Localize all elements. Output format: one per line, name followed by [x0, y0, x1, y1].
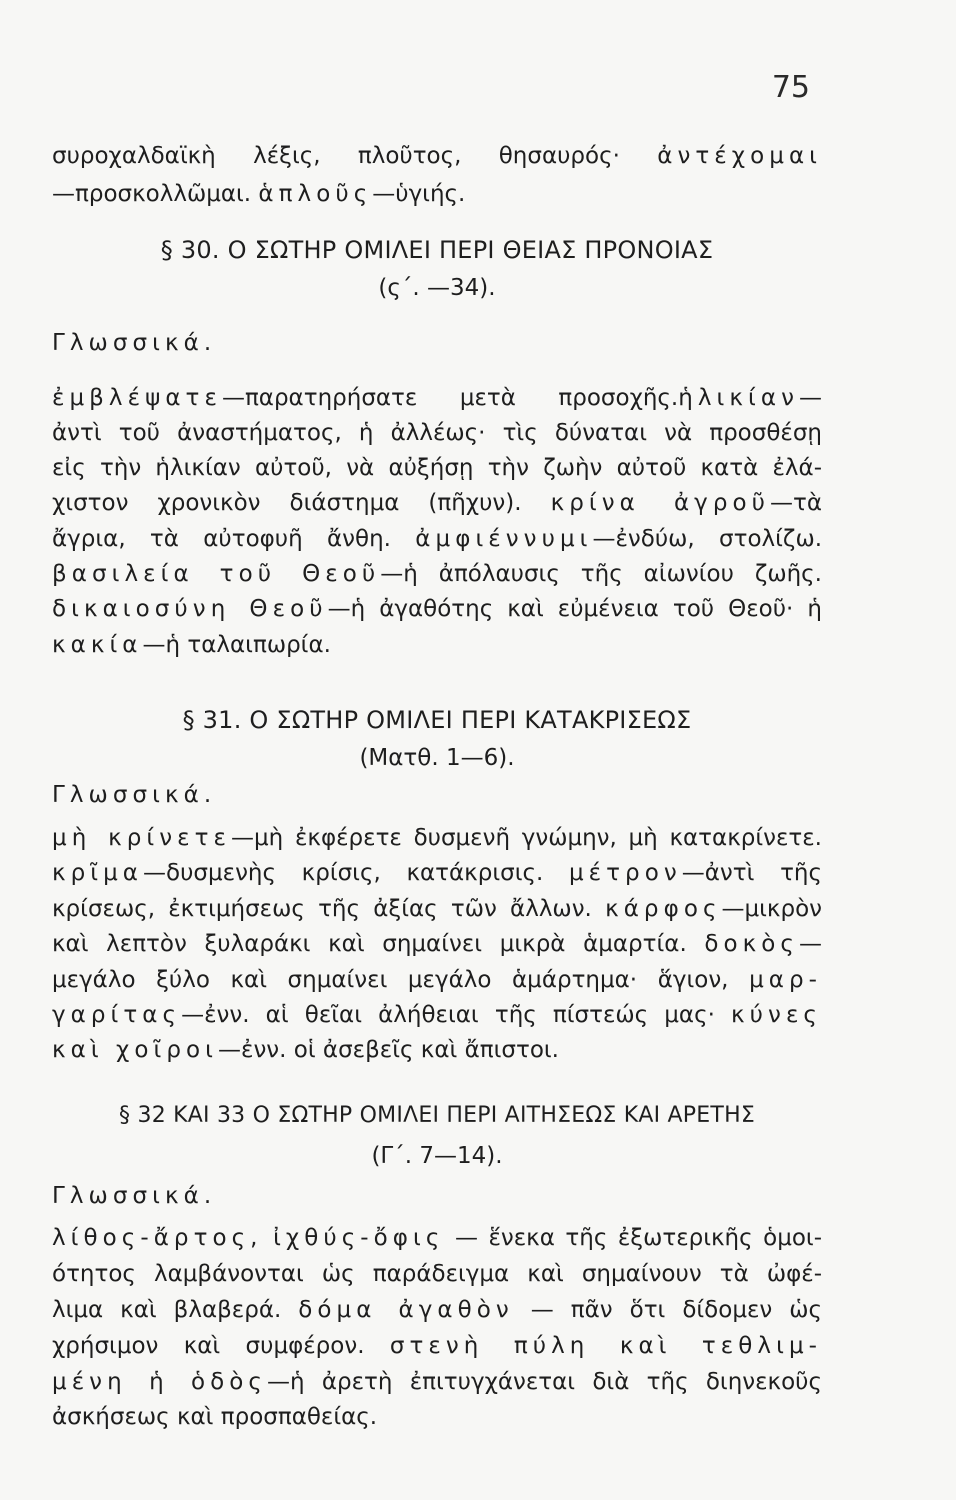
section-reference: (Γ΄. 7—14). — [371, 1143, 503, 1169]
text-line: συροχαλδαϊκὴ λέξις, πλοῦτος, θησαυρός· ἀντέχομαι — [52, 143, 823, 169]
text-line: γαρίτας—ἐνν. αἱ θεῖαι ἀλήθειαι τῆς πίστεώς μας· κύνες — [52, 1002, 822, 1028]
text-line: κρῖμα—δυσμενὴς κρίσις, κατάκρισις. μέτρον—ἀντὶ τῆς — [52, 860, 823, 886]
text-line: λίθος-ἄρτος, ἰχθύς-ὄφις — ἕνεκα τῆς ἐξωτερικῆς ὁμοι- — [52, 1225, 823, 1251]
text-line: κακία—ἡ ταλαιπωρία. — [52, 632, 331, 658]
text-line: καὶ χοῖροι—ἐνν. οἱ ἀσεβεῖς καὶ ἄπιστοι. — [52, 1037, 559, 1063]
text-line: κρίσεως, ἐκτιμήσεως τῆς ἀξίας τῶν ἄλλων. κάρφος—μικρὸν — [52, 896, 823, 922]
text-line: εἰς τὴν ἡλικίαν αὐτοῦ, νὰ αὐξήσῃ τὴν ζωὴν αὐτοῦ κατὰ ἐλά- — [52, 455, 822, 481]
text-line: μένη ἡ ὁδὸς—ἡ ἀρετὴ ἐπιτυγχάνεται διὰ τῆς διηνεκοῦς — [52, 1369, 822, 1395]
text-line: δικαιοσύνη Θεοῦ—ἡ ἀγαθότης καὶ εὐμένεια τοῦ Θεοῦ· ἡ — [52, 596, 822, 622]
section-heading: § 30. Ο ΣΩΤΗΡ ΟΜΙΛΕΙ ΠΕΡΙ ΘΕΙΑΣ ΠΡΟΝΟΙΑΣ — [160, 236, 714, 264]
glossary-label: Γλωσσικά. — [52, 782, 217, 808]
text-line: ἄγρια, τὰ αὐτοφυῆ ἄνθη. ἀμφιέννυμι—ἐνδύω, στολίζω. — [52, 526, 823, 552]
page-number: 75 — [771, 70, 810, 105]
text-line: —προσκολλῶμαι. ἁπλοῦς—ὑγιής. — [52, 181, 466, 207]
glossary-label: Γλωσσικά. — [52, 1183, 217, 1209]
text-line: μὴ κρίνετε—μὴ ἐκφέρετε δυσμενῆ γνώμην, μὴ κατακρίνετε. — [52, 825, 822, 851]
text-line: ἐμβλέψατε—παρατηρήσατε μετὰ προσοχῆς.ἡλικίαν— — [52, 385, 822, 411]
section-reference: (ς΄. —34). — [378, 275, 496, 301]
text-line: καὶ λεπτὸν ξυλαράκι καὶ σημαίνει μικρὰ ἁμαρτία. δοκὸς— — [52, 931, 822, 957]
section-reference: (Ματθ. 1—6). — [359, 745, 515, 771]
glossary-label: Γλωσσικά. — [52, 330, 217, 356]
text-line: ἀσκήσεως καὶ προσπαθείας. — [52, 1404, 378, 1430]
spaced-term: ἁπλοῦς — [258, 181, 373, 207]
text-line: ἀντὶ τοῦ ἀναστήματος, ἡ ἀλλέως· τὶς δύναται νὰ προσθέσῃ — [52, 420, 822, 446]
text-line: χιστον χρονικὸν διάστημα (πῆχυν). κρίνα ἀγροῦ—τὰ — [52, 490, 823, 516]
text-line: χρήσιμον καὶ συμφέρον. στενὴ πύλη καὶ τεθλιμ- — [52, 1333, 823, 1359]
section-heading: § 32 ΚΑΙ 33 Ο ΣΩΤΗΡ ΟΜΙΛΕΙ ΠΕΡΙ ΑΙΤΗΣΕΩΣ ΚΑΙ ΑΡΕΤΗΣ — [119, 1103, 755, 1128]
text-line: βασιλεία τοῦ Θεοῦ—ἡ ἀπόλαυσις τῆς αἰωνίου ζωῆς. — [52, 561, 822, 587]
spaced-term: ἀντέχομαι — [657, 143, 823, 169]
text-line: ότητος λαμβάνονται ὡς παράδειγμα καὶ σημαίνουν τὰ ὠφέ- — [52, 1261, 822, 1287]
text-line: μεγάλο ξύλο καὶ σημαίνει μεγάλο ἁμάρτημα· ἅγιον, μαρ- — [52, 967, 822, 993]
text-line: λιμα καὶ βλαβερά. δόμα ἀγαθὸν — πᾶν ὅτι δίδομεν ὡς — [52, 1297, 822, 1323]
section-heading: § 31. Ο ΣΩΤΗΡ ΟΜΙΛΕΙ ΠΕΡΙ ΚΑΤΑΚΡΙΣΕΩΣ — [182, 706, 692, 734]
